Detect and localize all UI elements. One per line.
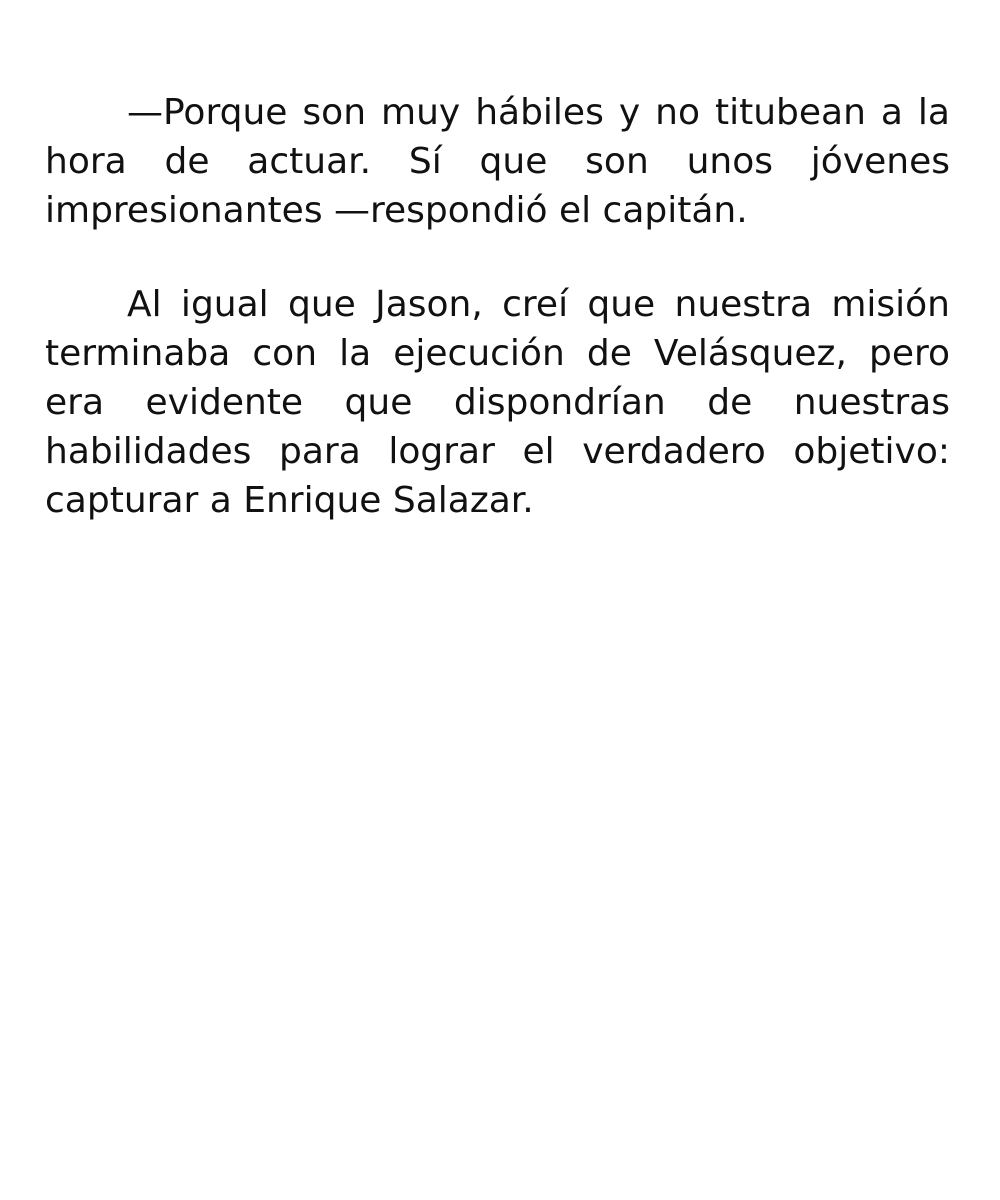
paragraph: Al igual que Jason, creí que nuestra misión terminaba con la ejecución de Velásquez, pero era evidente que dispondrían de nuestras habilidades para lograr el verdadero objetivo: capturar a Enrique Salazar. <box>45 284 950 521</box>
document-page <box>45 88 950 525</box>
paragraph: —Porque son muy hábiles y no titubean a la hora de actuar. Sí que son unos jóvenes impresionantes —respondió el capitán. <box>45 92 950 231</box>
